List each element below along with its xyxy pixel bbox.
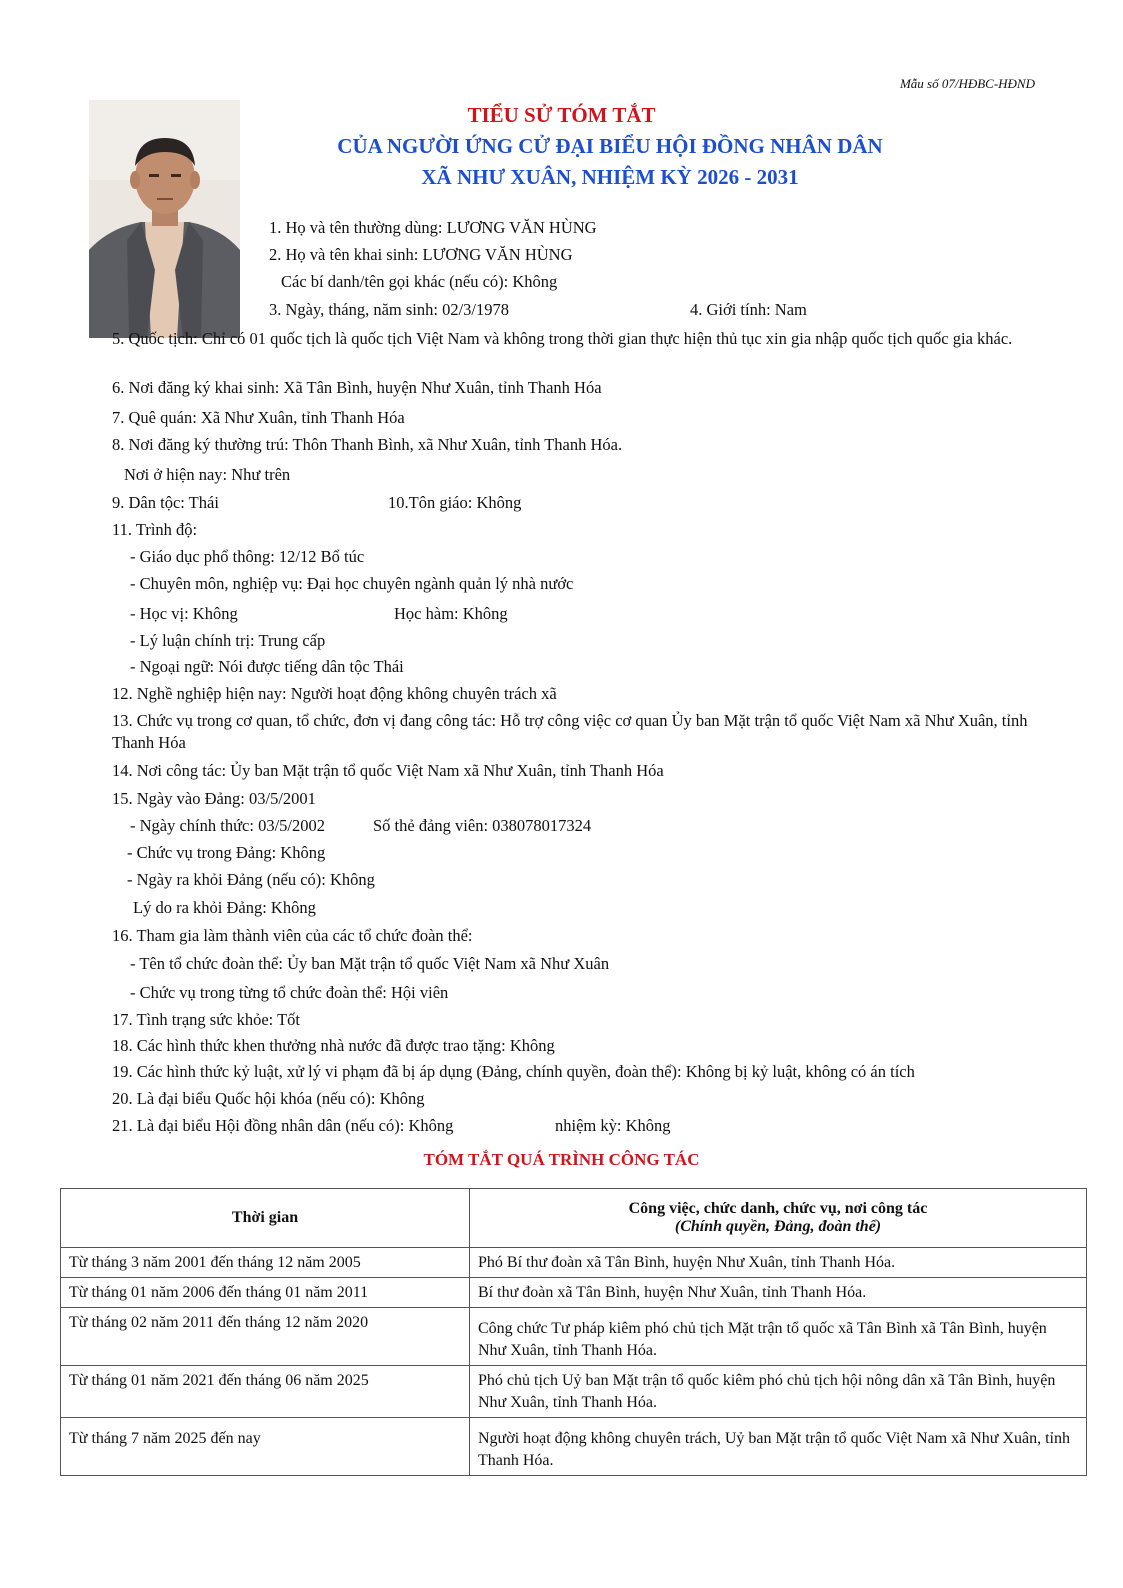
table-row xyxy=(61,1418,1087,1476)
table-cell-time: Từ tháng 3 năm 2001 đến tháng 12 năm 2005 xyxy=(61,1248,470,1278)
field-organization-name: - Tên tổ chức đoàn thể: Ủy ban Mặt trận tổ quốc Việt Nam xã Như Xuân xyxy=(130,954,610,973)
field-ethnicity: 9. Dân tộc: Thái xyxy=(112,493,219,512)
field-gender: 4. Giới tính: Nam xyxy=(690,300,807,319)
table-cell-job: Bí thư đoàn xã Tân Bình, huyện Như Xuân, tỉnh Thanh Hóa. xyxy=(470,1278,1087,1308)
table-cell-job: Công chức Tư pháp kiêm phó chủ tịch Mặt trận tổ quốc xã Tân Bình xã Tân Bình, huyện Như Xuân, tỉnh Thanh Hóa. xyxy=(470,1308,1087,1366)
field-aliases: Các bí danh/tên gọi khác (nếu có): Không xyxy=(281,272,558,291)
column-header-job xyxy=(470,1189,1087,1248)
column-header-job-sub: (Chính quyền, Đảng, đoàn thể) xyxy=(674,1218,882,1235)
table-cell-time: Từ tháng 02 năm 2011 đến tháng 12 năm 2020 xyxy=(61,1308,470,1366)
document-title: TIỂU SỬ TÓM TẮT xyxy=(467,103,656,127)
form-code: Mẫu số 07/HĐBC-HĐND xyxy=(899,76,1035,91)
field-current-residence: Nơi ở hiện nay: Như trên xyxy=(124,465,291,484)
field-general-education: - Giáo dục phổ thông: 12/12 Bổ túc xyxy=(130,547,365,566)
field-degree: - Học vị: Không xyxy=(130,604,238,623)
field-party-card-number: Số thẻ đảng viên: 038078017324 xyxy=(373,816,592,835)
field-party-leave-reason: Lý do ra khỏi Đảng: Không xyxy=(133,898,316,917)
field-party-join-date: 15. Ngày vào Đảng: 03/5/2001 xyxy=(112,789,316,808)
field-occupation: 12. Nghề nghiệp hiện nay: Người hoạt động không chuyên trách xã xyxy=(112,684,557,703)
field-birth-registration: 6. Nơi đăng ký khai sinh: Xã Tân Bình, huyện Như Xuân, tỉnh Thanh Hóa xyxy=(112,378,602,397)
field-organizations-heading: 16. Tham gia làm thành viên của các tổ chức đoàn thể: xyxy=(112,926,473,945)
field-council-term: nhiệm kỳ: Không xyxy=(555,1116,671,1135)
field-academic-title: Học hàm: Không xyxy=(394,604,508,623)
field-organization-role: - Chức vụ trong từng tổ chức đoàn thể: Hội viên xyxy=(130,983,449,1002)
field-education-heading: 11. Trình độ: xyxy=(112,520,198,539)
table-row xyxy=(61,1248,1087,1278)
field-birth-name: 2. Họ và tên khai sinh: LƯƠNG VĂN HÙNG xyxy=(269,245,573,264)
field-health: 17. Tình trạng sức khỏe: Tốt xyxy=(112,1010,300,1029)
table-cell-job: Phó Bí thư đoàn xã Tân Bình, huyện Như Xuân, tỉnh Thanh Hóa. xyxy=(470,1248,1087,1278)
column-header-time: Thời gian xyxy=(61,1189,470,1248)
table-cell-time: Từ tháng 01 năm 2021 đến tháng 06 năm 2025 xyxy=(61,1366,470,1418)
field-official-date: - Ngày chính thức: 03/5/2002 xyxy=(130,816,325,835)
table-cell-job: Người hoạt động không chuyên trách, Uỷ ban Mặt trận tổ quốc Việt Nam xã Như Xuân, tỉnh Thanh Hóa. xyxy=(470,1418,1087,1476)
table-cell-time: Từ tháng 7 năm 2025 đến nay xyxy=(61,1418,470,1476)
document-subtitle: CỦA NGƯỜI ỨNG CỬ ĐẠI BIỂU HỘI ĐỒNG NHÂN DÂN xyxy=(337,134,883,158)
field-national-assembly: 20. Là đại biểu Quốc hội khóa (nếu có): Không xyxy=(112,1089,425,1108)
field-position: 13. Chức vụ trong cơ quan, tổ chức, đơn vị đang công tác: Hỗ trợ công việc cơ quan Ủy ban Mặt trận tổ quốc Việt Nam xã Như Xuân, tỉnh Thanh Hóa xyxy=(112,711,1028,752)
field-awards: 18. Các hình thức khen thưởng nhà nước đã được trao tặng: Không xyxy=(112,1036,555,1055)
table-row xyxy=(61,1278,1087,1308)
work-history-title: TÓM TẮT QUÁ TRÌNH CÔNG TÁC xyxy=(423,1150,700,1169)
field-workplace: 14. Nơi công tác: Ủy ban Mặt trận tổ quốc Việt Nam xã Như Xuân, tỉnh Thanh Hóa xyxy=(112,761,664,780)
field-party-leave-date: - Ngày ra khỏi Đảng (nếu có): Không xyxy=(127,870,375,889)
field-birth-date: 3. Ngày, tháng, năm sinh: 02/3/1978 xyxy=(269,300,509,319)
table-cell-time: Từ tháng 01 năm 2006 đến tháng 01 năm 2011 xyxy=(61,1278,470,1308)
field-party-position: - Chức vụ trong Đảng: Không xyxy=(127,843,326,862)
column-header-job-label: Công việc, chức danh, chức vụ, nơi công tác xyxy=(628,1200,928,1217)
field-nationality: 5. Quốc tịch: Chỉ có 01 quốc tịch là quốc tịch Việt Nam và không trong thời gian thực hiện thủ tục xin gia nhập quốc tịch quốc gia khác. xyxy=(112,329,1013,348)
document-subtitle-term: XÃ NHƯ XUÂN, NHIỆM KỲ 2026 - 2031 xyxy=(421,165,799,189)
table-row xyxy=(61,1366,1087,1418)
field-permanent-residence: 8. Nơi đăng ký thường trú: Thôn Thanh Bình, xã Như Xuân, tỉnh Thanh Hóa. xyxy=(112,435,623,454)
work-history-table xyxy=(60,1188,1087,1476)
field-discipline: 19. Các hình thức kỷ luật, xử lý vi phạm đã bị áp dụng (Đảng, chính quyền, đoàn thể): Không bị kỷ luật, không có án tích xyxy=(112,1062,915,1081)
field-foreign-language: - Ngoại ngữ: Nói được tiếng dân tộc Thái xyxy=(130,657,404,676)
field-common-name: 1. Họ và tên thường dùng: LƯƠNG VĂN HÙNG xyxy=(269,218,597,237)
field-peoples-council: 21. Là đại biểu Hội đồng nhân dân (nếu có): Không xyxy=(112,1116,454,1135)
field-religion: 10.Tôn giáo: Không xyxy=(388,493,522,512)
field-specialization: - Chuyên môn, nghiệp vụ: Đại học chuyên ngành quản lý nhà nước xyxy=(130,574,574,593)
table-cell-job: Phó chủ tịch Uỷ ban Mặt trận tổ quốc kiêm phó chủ tịch hội nông dân xã Tân Bình, huyện Như Xuân, tỉnh Thanh Hóa. xyxy=(470,1366,1087,1418)
table-row xyxy=(61,1308,1087,1366)
field-hometown: 7. Quê quán: Xã Như Xuân, tỉnh Thanh Hóa xyxy=(112,408,405,427)
field-political-theory: - Lý luận chính trị: Trung cấp xyxy=(130,631,326,650)
table-header-row xyxy=(61,1189,1087,1248)
